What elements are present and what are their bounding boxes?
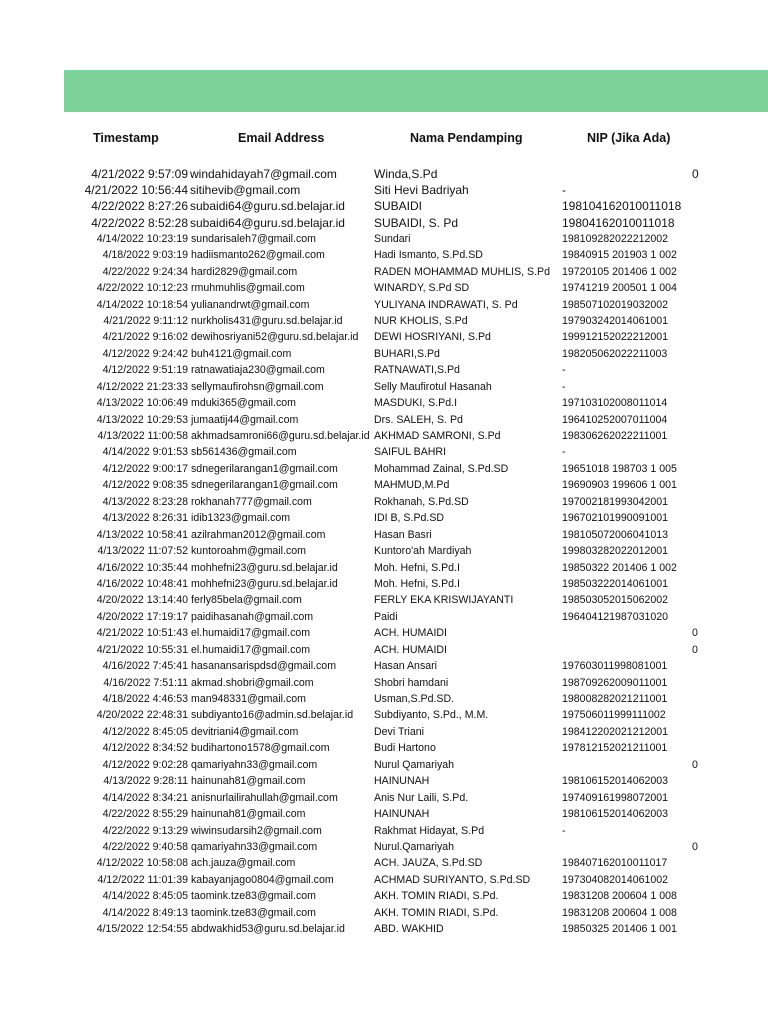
cell-timestamp: 4/20/2022 17:19:17 — [96, 610, 188, 623]
cell-nama: Budi Hartono — [374, 742, 436, 755]
cell-email: buh4121@gmail.com — [191, 347, 292, 360]
cell-email: hadiismanto262@gmail.com — [191, 249, 325, 262]
cell-zero: 0 — [692, 167, 699, 181]
cell-email: subaidi64@guru.sd.belajar.id — [190, 215, 345, 230]
table-row — [0, 691, 768, 707]
cell-email: yulianandrwt@gmail.com — [191, 298, 310, 311]
table-row — [0, 494, 768, 510]
cell-nip: 19651018 198703 1 005 — [562, 462, 677, 475]
cell-zero: 0 — [692, 840, 698, 853]
cell-email: sundarisaleh7@gmail.com — [191, 232, 316, 245]
cell-email: kuntoroahm@gmail.com — [191, 545, 306, 558]
cell-nama: Mohammad Zainal, S.Pd.SD — [374, 462, 509, 475]
table-row — [0, 395, 768, 411]
cell-timestamp: 4/16/2022 7:45:41 — [102, 660, 188, 673]
cell-email: mduki365@gmail.com — [191, 397, 296, 410]
cell-email: qamariyahn33@gmail.com — [191, 758, 318, 771]
cell-nama: RADEN MOHAMMAD MUHLIS, S.Pd — [374, 265, 550, 278]
cell-nama: Sundari — [374, 232, 411, 245]
cell-timestamp: 4/12/2022 8:45:05 — [102, 725, 188, 738]
cell-email: el.humaidi17@gmail.com — [191, 627, 311, 640]
cell-email: ach.jauza@gmail.com — [191, 857, 296, 870]
cell-email: dewihosriyani52@guru.sd.belajar.id — [191, 331, 359, 344]
cell-nip: 19720105 201406 1 002 — [562, 265, 677, 278]
table-row — [0, 855, 768, 871]
cell-nama: Moh. Hefni, S.Pd.I — [374, 561, 460, 574]
cell-nip: - — [562, 380, 566, 393]
table-row — [0, 625, 768, 641]
table-body — [0, 166, 768, 938]
cell-nip: 19804162010011018 — [562, 215, 675, 230]
cell-nama: MAHMUD,M.Pd — [374, 479, 450, 492]
cell-timestamp: 4/21/2022 9:57:09 — [91, 167, 188, 181]
cell-nip: 198104162010011018 — [562, 199, 682, 214]
cell-email: azilrahman2012@gmail.com — [191, 528, 326, 541]
cell-nip: 19831208 200604 1 008 — [562, 890, 677, 903]
cell-nama: AKH. TOMIN RIADI, S.Pd. — [374, 890, 499, 903]
cell-email: sb561436@gmail.com — [191, 446, 297, 459]
col-header-email: Email Address — [238, 131, 325, 145]
cell-nip: 198407162010011017 — [562, 857, 668, 870]
table-row — [0, 888, 768, 904]
cell-nama: ACHMAD SURIYANTO, S.Pd.SD — [374, 873, 531, 886]
table-row — [0, 412, 768, 428]
table-row — [0, 740, 768, 756]
cell-nama: AKHMAD SAMRONI, S.Pd — [374, 430, 501, 442]
cell-timestamp: 4/15/2022 12:54:55 — [96, 923, 188, 936]
table-row — [0, 806, 768, 822]
table-row — [0, 166, 768, 182]
cell-timestamp: 4/13/2022 11:07:52 — [97, 545, 188, 558]
cell-email: man948331@gmail.com — [191, 693, 306, 705]
col-header-nip: NIP (Jika Ada) — [587, 131, 671, 145]
cell-timestamp: 4/14/2022 8:45:05 — [102, 890, 188, 903]
cell-timestamp: 4/18/2022 9:03:19 — [102, 249, 188, 262]
cell-email: sellymaufirohsn@gmail.com — [191, 380, 324, 393]
table-row — [0, 477, 768, 493]
cell-timestamp: 4/22/2022 10:12:23 — [96, 282, 188, 295]
cell-nama: Usman,S.Pd.SD. — [374, 693, 455, 705]
cell-email: jumaatij44@gmail.com — [191, 413, 299, 426]
cell-timestamp: 4/16/2022 7:51:11 — [103, 676, 188, 689]
cell-email: hasanansarispdsd@gmail.com — [191, 660, 337, 673]
cell-nip: 19850325 201406 1 001 — [562, 923, 677, 936]
cell-timestamp: 4/12/2022 21:23:33 — [96, 380, 188, 393]
cell-nama: IDI B, S.Pd.SD — [374, 512, 445, 525]
cell-nama: Anis Nur Laili, S.Pd. — [374, 791, 469, 804]
cell-nama: Kuntoro'ah Mardiyah — [374, 545, 472, 558]
cell-nama: SUBAIDI, S. Pd — [374, 215, 459, 230]
table-row — [0, 773, 768, 789]
cell-timestamp: 4/18/2022 4:46:53 — [102, 693, 188, 705]
cell-nip: 198412202021212001 — [562, 725, 669, 738]
cell-timestamp: 4/13/2022 8:26:31 — [102, 512, 188, 525]
cell-nip: 197002181993042001 — [562, 495, 669, 508]
cell-email: anisnurlailirahullah@gmail.com — [191, 791, 338, 804]
table-row — [0, 823, 768, 839]
cell-email: devitriani4@gmail.com — [191, 725, 299, 738]
cell-nip: 19840915 201903 1 002 — [562, 249, 677, 262]
cell-timestamp: 4/13/2022 10:58:41 — [96, 528, 188, 541]
cell-email: taomink.tze83@gmail.com — [191, 890, 316, 903]
cell-zero: 0 — [692, 758, 698, 771]
cell-nama: DEWI HOSRIYANI, S.Pd — [374, 331, 491, 344]
table-row — [0, 329, 768, 345]
table-row — [0, 247, 768, 263]
cell-email: rokhanah777@gmail.com — [191, 495, 312, 508]
cell-nama: FERLY EKA KRISWIJAYANTI — [374, 594, 514, 607]
cell-nip: 198106152014062003 — [562, 775, 669, 788]
cell-timestamp: 4/12/2022 9:00:17 — [102, 462, 188, 475]
cell-nama: Shobri hamdani — [374, 676, 449, 689]
cell-email: subaidi64@guru.sd.belajar.id — [190, 199, 345, 214]
cell-timestamp: 4/20/2022 22:48:31 — [96, 709, 188, 722]
cell-nama: Nurul.Qamariyah — [374, 840, 455, 853]
cell-email: subdiyanto16@admin.sd.belajar.id — [191, 709, 354, 722]
cell-nip: 199912152022212001 — [562, 331, 669, 344]
table-row — [0, 724, 768, 740]
table-row — [0, 905, 768, 921]
cell-nama: Winda,S.Pd — [374, 167, 438, 181]
cell-nama: Siti Hevi Badriyah — [374, 183, 469, 198]
cell-nama: Rokhanah, S.Pd.SD — [374, 495, 469, 508]
table-row — [0, 707, 768, 723]
cell-nip: 198205062022211003 — [562, 347, 668, 360]
table-row — [0, 280, 768, 296]
table-row — [0, 198, 768, 214]
cell-email: idib1323@gmail.com — [191, 512, 291, 525]
cell-timestamp: 4/12/2022 8:34:52 — [102, 742, 188, 755]
header-banner — [64, 70, 768, 112]
table-row — [0, 921, 768, 937]
table-row — [0, 576, 768, 592]
cell-timestamp: 4/12/2022 9:08:35 — [102, 479, 188, 492]
table-row — [0, 215, 768, 231]
cell-email: rmuhmuhlis@gmail.com — [191, 282, 305, 295]
cell-timestamp: 4/13/2022 11:00:58 — [97, 430, 188, 442]
table-row — [0, 675, 768, 691]
table-row — [0, 839, 768, 855]
cell-email: wiwinsudarsih2@gmail.com — [191, 824, 322, 837]
cell-nip: - — [562, 364, 566, 377]
cell-timestamp: 4/12/2022 10:58:08 — [96, 857, 188, 870]
cell-nip: 197304082014061002 — [562, 873, 669, 886]
cell-timestamp: 4/22/2022 9:40:58 — [102, 840, 188, 853]
col-header-timestamp: Timestamp — [93, 131, 159, 145]
cell-timestamp: 4/13/2022 9:28:11 — [103, 775, 188, 788]
cell-nama: AKH. TOMIN RIADI, S.Pd. — [374, 906, 499, 919]
table-row — [0, 346, 768, 362]
cell-nip: 198306262022211001 — [562, 430, 668, 442]
cell-nama: Hadi Ismanto, S.Pd.SD — [374, 249, 483, 262]
cell-timestamp: 4/14/2022 10:18:54 — [96, 298, 188, 311]
cell-nama: BUHARI,S.Pd — [374, 347, 440, 360]
cell-email: paidihasanah@gmail.com — [191, 610, 314, 623]
table-row — [0, 428, 768, 444]
cell-timestamp: 4/12/2022 9:24:42 — [102, 347, 188, 360]
cell-nip: 19831208 200604 1 008 — [562, 906, 677, 919]
cell-nip: 199803282022012001 — [562, 545, 669, 558]
cell-nip: - — [562, 824, 566, 837]
cell-nama: Subdiyanto, S.Pd., M.M. — [374, 709, 489, 722]
cell-email: kabayanjago0804@gmail.com — [191, 873, 334, 886]
cell-nip: 197903242014061001 — [562, 314, 669, 327]
table-row — [0, 790, 768, 806]
cell-nip: 197409161998072001 — [562, 791, 669, 804]
cell-nama: Paidi — [374, 610, 398, 623]
col-header-nama: Nama Pendamping — [410, 131, 523, 145]
cell-nama: Nurul Qamariyah — [374, 758, 455, 771]
cell-nip: 197812152021211001 — [562, 742, 668, 755]
cell-timestamp: 4/21/2022 10:51:43 — [96, 627, 188, 640]
cell-nip: 198106152014062003 — [562, 808, 669, 821]
cell-email: mohhefni23@guru.sd.belajar.id — [191, 561, 338, 574]
cell-timestamp: 4/22/2022 8:27:26 — [91, 199, 188, 214]
cell-nip: 197603011998081001 — [562, 660, 668, 673]
cell-nip: 198109282022212002 — [562, 232, 669, 245]
cell-nama: ACH. HUMAIDI — [374, 643, 447, 656]
cell-nama: RATNAWATI,S.Pd — [374, 364, 460, 377]
cell-email: taomink.tze83@gmail.com — [191, 906, 316, 919]
table-row — [0, 642, 768, 658]
cell-email: qamariyahn33@gmail.com — [191, 840, 318, 853]
cell-nama: Hasan Basri — [374, 528, 432, 541]
table-row — [0, 527, 768, 543]
cell-email: hardi2829@gmail.com — [191, 265, 298, 278]
cell-nama: Moh. Hefni, S.Pd.I — [374, 577, 460, 590]
table-row — [0, 444, 768, 460]
cell-nama: HAINUNAH — [374, 775, 430, 788]
cell-nip: 198709262009011001 — [562, 676, 668, 689]
cell-nama: Devi Triani — [374, 725, 425, 738]
cell-timestamp: 4/14/2022 9:01:53 — [102, 446, 188, 459]
cell-nip: 198008282021211001 — [562, 693, 668, 705]
cell-timestamp: 4/12/2022 9:02:28 — [102, 758, 188, 771]
cell-nip: - — [562, 446, 566, 459]
cell-nip: 198507102019032002 — [562, 298, 669, 311]
cell-email: akmad.shobri@gmail.com — [191, 676, 314, 689]
cell-timestamp: 4/14/2022 10:23:19 — [96, 232, 188, 245]
table-row — [0, 362, 768, 378]
cell-timestamp: 4/21/2022 9:11:12 — [103, 314, 188, 327]
cell-email: sdnegerilarangan1@gmail.com — [191, 462, 338, 475]
table-row — [0, 461, 768, 477]
cell-timestamp: 4/22/2022 8:55:29 — [102, 808, 188, 821]
cell-email: windahidayah7@gmail.com — [190, 167, 337, 181]
cell-email: abdwakhid53@guru.sd.belajar.id — [191, 923, 345, 936]
table-row — [0, 560, 768, 576]
cell-email: akhmadsamroni66@guru.sd.belajar.id — [191, 430, 370, 442]
cell-nama: Drs. SALEH, S. Pd — [374, 413, 463, 426]
cell-timestamp: 4/14/2022 8:34:21 — [102, 791, 188, 804]
cell-nama: SUBAIDI — [374, 199, 423, 214]
cell-timestamp: 4/12/2022 9:51:19 — [102, 364, 188, 377]
table-row — [0, 543, 768, 559]
cell-nama: Selly Maufirotul Hasanah — [374, 380, 492, 393]
cell-timestamp: 4/22/2022 8:52:28 — [91, 215, 188, 230]
cell-timestamp: 4/14/2022 8:49:13 — [102, 906, 188, 919]
table-row — [0, 231, 768, 247]
table-row — [0, 757, 768, 773]
table-row — [0, 297, 768, 313]
cell-email: el.humaidi17@gmail.com — [191, 643, 311, 656]
cell-nama: NUR KHOLIS, S.Pd — [374, 314, 468, 327]
cell-nip: 196410252007011004 — [562, 413, 668, 426]
cell-nip: 19741219 200501 1 004 — [562, 282, 677, 295]
cell-nip: 197103102008011014 — [562, 397, 668, 410]
cell-timestamp: 4/21/2022 10:55:31 — [96, 643, 188, 656]
cell-email: budihartono1578@gmail.com — [191, 742, 330, 755]
cell-nip: 196702101990091001 — [562, 512, 669, 525]
cell-timestamp: 4/12/2022 11:01:39 — [97, 873, 188, 886]
cell-nip: 198503222014061001 — [562, 577, 669, 590]
cell-timestamp: 4/21/2022 9:16:02 — [102, 331, 188, 344]
table-row — [0, 609, 768, 625]
cell-nama: SAIFUL BAHRI — [374, 446, 447, 459]
table-row — [0, 510, 768, 526]
table-row — [0, 872, 768, 888]
cell-timestamp: 4/20/2022 13:14:40 — [96, 594, 188, 607]
table-row — [0, 658, 768, 674]
cell-timestamp: 4/22/2022 9:13:29 — [102, 824, 188, 837]
cell-email: hainunah81@gmail.com — [191, 775, 306, 788]
cell-email: hainunah81@gmail.com — [191, 808, 306, 821]
table-row — [0, 264, 768, 280]
cell-nama: YULIYANA INDRAWATI, S. Pd — [374, 298, 518, 311]
cell-email: sdnegerilarangan1@gmail.com — [191, 479, 338, 492]
cell-nama: MASDUKI, S.Pd.I — [374, 397, 458, 410]
cell-nama: HAINUNAH — [374, 808, 430, 821]
cell-timestamp: 4/16/2022 10:35:44 — [96, 561, 188, 574]
cell-nip: 198503052015062002 — [562, 594, 669, 607]
cell-nama: Hasan Ansari — [374, 660, 438, 673]
cell-timestamp: 4/13/2022 8:23:28 — [102, 495, 188, 508]
cell-nama: Rakhmat Hidayat, S.Pd — [374, 824, 485, 837]
table-row — [0, 379, 768, 395]
cell-zero: 0 — [692, 643, 698, 656]
cell-email: sitihevib@gmail.com — [190, 183, 301, 198]
cell-nip: 19850322 201406 1 002 — [562, 561, 677, 574]
cell-nip: 19690903 199606 1 001 — [562, 479, 677, 492]
cell-email: ratnawatiaja230@gmail.com — [191, 364, 325, 377]
cell-nama: ACH. HUMAIDI — [374, 627, 447, 640]
cell-nama: WINARDY, S.Pd SD — [374, 282, 470, 295]
table-row — [0, 592, 768, 608]
cell-nip: 197506011999111002 — [562, 709, 666, 722]
cell-nama: ACH. JAUZA, S.Pd.SD — [374, 857, 483, 870]
cell-nip: 198105072006041013 — [562, 528, 669, 541]
cell-email: ferly85bela@gmail.com — [191, 594, 302, 607]
cell-nip: 196404121987031020 — [562, 610, 669, 623]
cell-timestamp: 4/22/2022 9:24:34 — [102, 265, 188, 278]
cell-timestamp: 4/13/2022 10:06:49 — [96, 397, 188, 410]
cell-timestamp: 4/13/2022 10:29:53 — [96, 413, 188, 426]
table-row — [0, 313, 768, 329]
cell-timestamp: 4/16/2022 10:48:41 — [96, 577, 188, 590]
cell-zero: 0 — [692, 627, 698, 640]
cell-email: mohhefni23@guru.sd.belajar.id — [191, 577, 338, 590]
cell-nip: - — [562, 183, 566, 198]
cell-email: nurkholis431@guru.sd.belajar.id — [191, 314, 343, 327]
table-row — [0, 182, 768, 198]
cell-nama: ABD. WAKHID — [374, 923, 444, 936]
cell-timestamp: 4/21/2022 10:56:44 — [84, 183, 188, 198]
